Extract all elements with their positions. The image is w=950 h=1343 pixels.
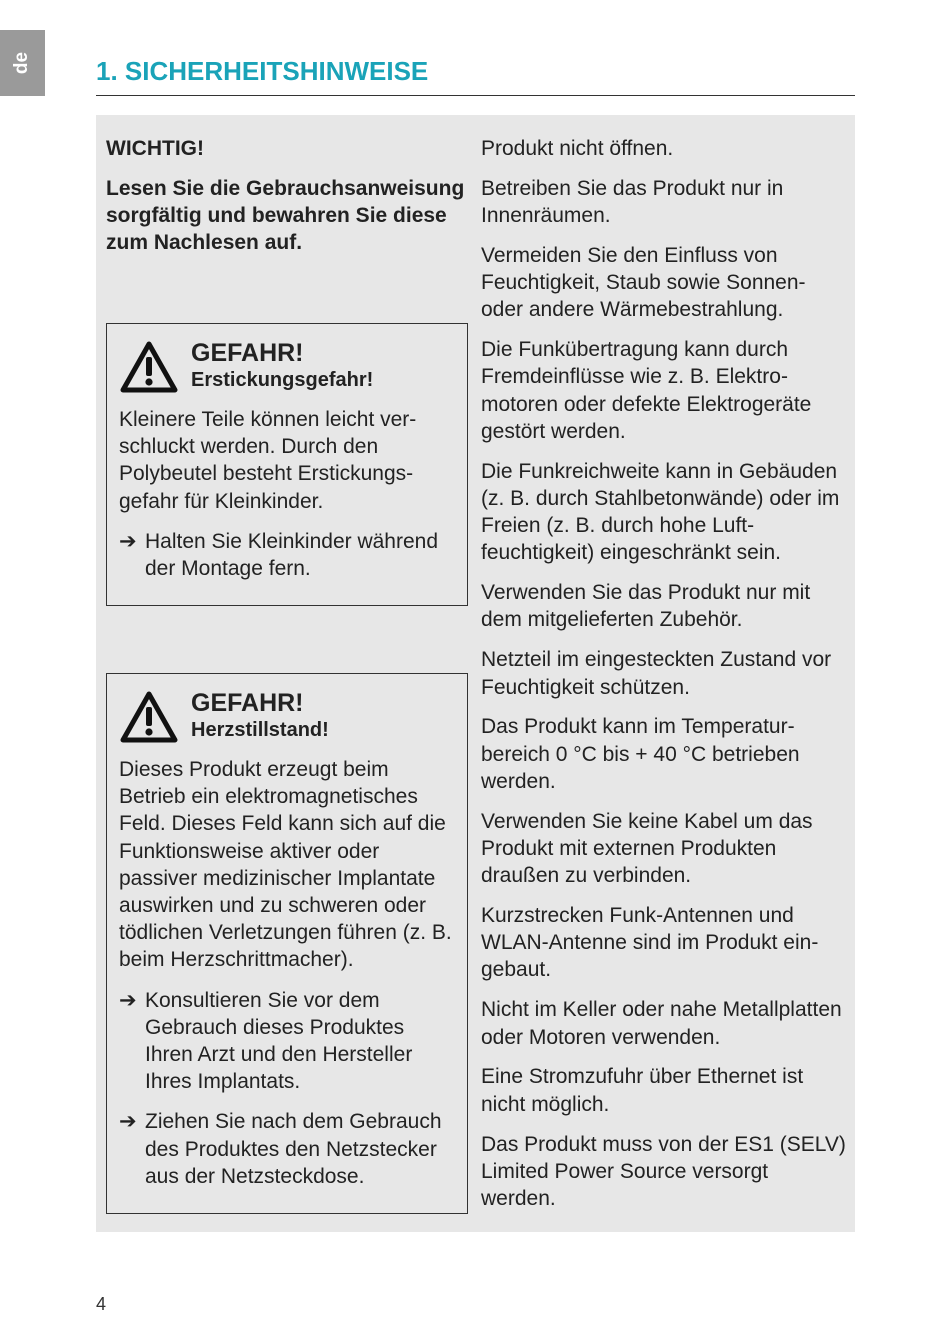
warning-title: GEFAHR! [191,689,304,717]
safety-note: Eine Stromzufuhr über Ethernet ist nicht möglich. [481,1065,804,1116]
warning-box-suffocation [106,323,468,606]
warning-body: Dieses Produkt erzeugt beim Betrieb ein elektromagnetisches Feld. Dieses Feld kann sich auf die Funktionsweise aktiver oder passiver medizinischer Implantate auswirken und zu schweren oder tödlichen Verletzungen führen (z. B. beim Herzschrittmacher). [119,758,452,972]
warning-triangle-icon [119,340,179,394]
safety-note: Betreiben Sie das Produkt nur in Innenräumen. [481,176,784,228]
warning-instruction [119,528,455,582]
warning-title: GEFAHR! [191,339,304,367]
important-label: WICHTIG! [106,137,204,160]
title-divider [96,95,855,96]
arrow-icon: ➔ [119,988,137,1012]
section-title: 1. SICHERHEITSHINWEISE [96,56,429,86]
warning-instruction [119,1108,455,1190]
instruction-text: Halten Sie Kleinkinder während der Montage fern. [145,529,439,581]
safety-note: Das Produkt muss von der ES1 (SELV) Limited Power Source versorgt werden. [481,1132,846,1210]
left-column [106,135,469,256]
warning-subtitle: Erstickungsgefahr! [191,369,374,391]
instruction-text: Ziehen Sie nach dem Gebrauch des Produktes den Netzstecker aus der Netzsteckdose. [145,1110,442,1188]
safety-note: Die Funkreichweite kann in Gebäuden (z. B. durch Stahlbetonwände) oder im Freien (z. B. durch hohe Luftfeuchtigkeit) eingeschränkt sein. [481,459,840,565]
warning-header [119,338,455,394]
safety-note: Verwenden Sie keine Kabel um das Produkt mit externen Produkten draußen zu verbinden. [481,809,813,888]
important-text: Lesen Sie die Gebrauchsanweisung sorgfältig und bewahren Sie diese zum Nachlesen auf. [106,177,465,254]
safety-note: Vermeiden Sie den Einfluss von Feuchtigkeit, Staub sowie Sonnen- oder andere Wärmebestrahlung. [481,243,806,322]
warning-box-cardiac-arrest [106,673,468,1214]
safety-note: Die Funkübertragung kann durch Fremdeinflüsse wie z. B. Elektromotoren oder defekte Elektrogeräte gestört werden. [481,338,812,443]
warning-instruction [119,987,455,1096]
safety-note: Verwenden Sie das Produkt nur mit dem mitgelieferten Zubehör. [481,581,811,632]
arrow-icon: ➔ [119,1110,137,1134]
warning-subtitle: Herzstillstand! [191,719,329,741]
language-tab-label: de [11,51,33,75]
safety-panel [96,115,855,1232]
safety-note: Kurzstrecken Funk-Antennen und WLAN-Antenne sind im Produkt eingebaut. [481,904,819,982]
page-number: 4 [96,1294,107,1314]
instruction-text: Konsultieren Sie vor dem Gebrauch dieses Produktes Ihren Arzt und den Hersteller Ihres Implantats. [145,988,413,1094]
warning-header [119,688,455,744]
warning-triangle-icon [119,690,179,744]
safety-note: Nicht im Keller oder nahe Metallplatten oder Motoren verwenden. [481,998,842,1049]
language-tab [0,30,45,96]
safety-note: Das Produkt kann im Temperaturbereich 0 °C bis + 40 °C betrieben werden. [481,715,800,793]
right-column [481,135,847,1225]
arrow-icon: ➔ [119,529,137,553]
safety-note: Netzteil im eingesteckten Zustand vor Feuchtigkeit schützen. [481,648,832,699]
warning-body: Kleinere Teile können leicht verschluckt werden. Durch den Polybeutel besteht Erstickungsgefahr für Kleinkinder. [119,408,417,513]
safety-note: Produkt nicht öffnen. [481,137,674,160]
